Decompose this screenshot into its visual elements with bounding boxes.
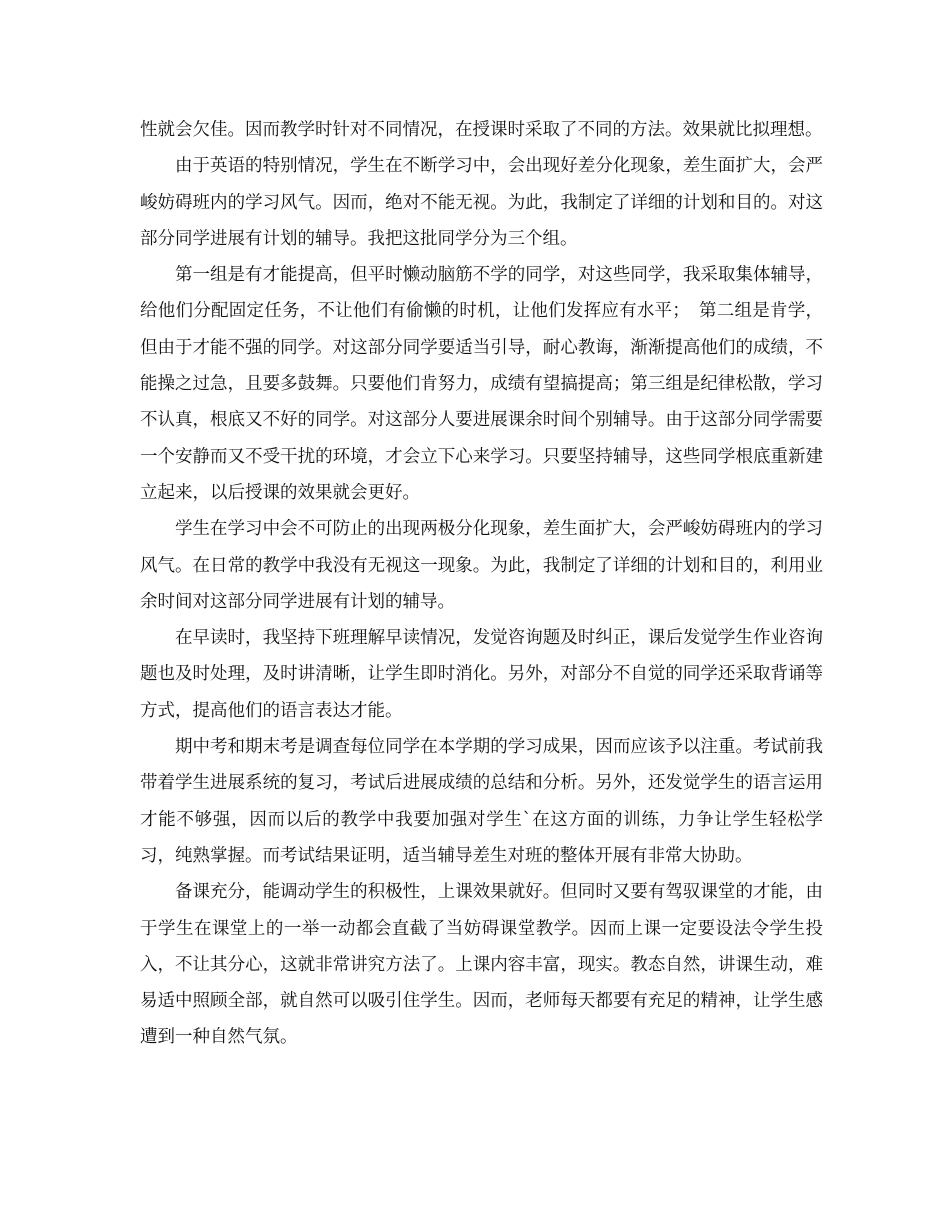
paragraph-polarization: 学生在学习中会不可防止的出现两极分化现象，差生面扩大，会严峻妨碍班内的学习风气。在日常的教学中我没有无视这一现象。为此，我制定了详细的计划和目的，利用业余时间对这部分同学进展有计划的辅导。 (140, 519, 823, 612)
paragraph-exams: 期中考和期末考是调查每位同学在本学期的学习成果，因而应该予以注重。考试前我带着学生进展系统的复习，考试后进展成绩的总结和分析。另外，还发觉学生的语言运用才能不够强，因而以后的教学中我要加强对学生`在这方面的训练，力争让学生轻松学习，纯熟掌握。而考试结果证明，适当辅导差生对班的整体开展有非常大协助。 (140, 737, 823, 866)
paragraph-three-groups: 第一组是有才能提高，但平时懒动脑筋不学的同学，对这些同学，我采取集体辅导，给他们分配固定任务，不让他们有偷懒的时机，让他们发挥应有水平； 第二组是肯学，但由于才能不强的同学。对这部分同学要适当引导，耐心教诲，渐渐提高他们的成绩，不能操之过急，且要多鼓舞。只要他们肯努力，成绩有望搞提高；第三组是纪律松散，学习不认真，根底又不好的同学。对这部分人要进展课余时间个别辅导。由于这部分同学需要一个安静而又不受干扰的环境，才会立下心来学习。只要坚持辅导，这些同学根底重新建立起来，以后授课的效果就会更好。 (140, 265, 823, 503)
paragraph-morning-reading: 在早读时，我坚持下班理解早读情况，发觉咨询题及时纠正，课后发觉学生作业咨询题也及时处理，及时讲清晰，让学生即时消化。另外，对部分不自觉的同学还采取背诵等方式，提高他们的语言表达才能。 (140, 628, 823, 721)
paragraph-lesson-prep: 备课充分，能调动学生的积极性，上课效果就好。但同时又要有驾驭课堂的才能，由于学生在课堂上的一举一动都会直截了当妨碍课堂教学。因而上课一定要设法令学生投入，不让其分心，这就非常讲究方法了。上课内容丰富，现实。教态自然，讲课生动，难易适中照顾全部，就自然可以吸引住学生。因而，老师每天都要有充足的精神，让学生感遭到一种自然气氛。 (140, 882, 823, 1048)
paragraph-english-differentiation: 由于英语的特别情况，学生在不断学习中，会出现好差分化现象，差生面扩大，会严峻妨碍班内的学习风气。因而，绝对不能无视。为此，我制定了详细的计划和目的。对这部分同学进展有计划的辅导。我把这批同学分为三个组。 (140, 156, 823, 249)
body-text (140, 112, 823, 1056)
paragraph-continuation: 性就会欠佳。因而教学时针对不同情况，在授课时采取了不同的方法。效果就比拟理想。 (140, 120, 823, 140)
